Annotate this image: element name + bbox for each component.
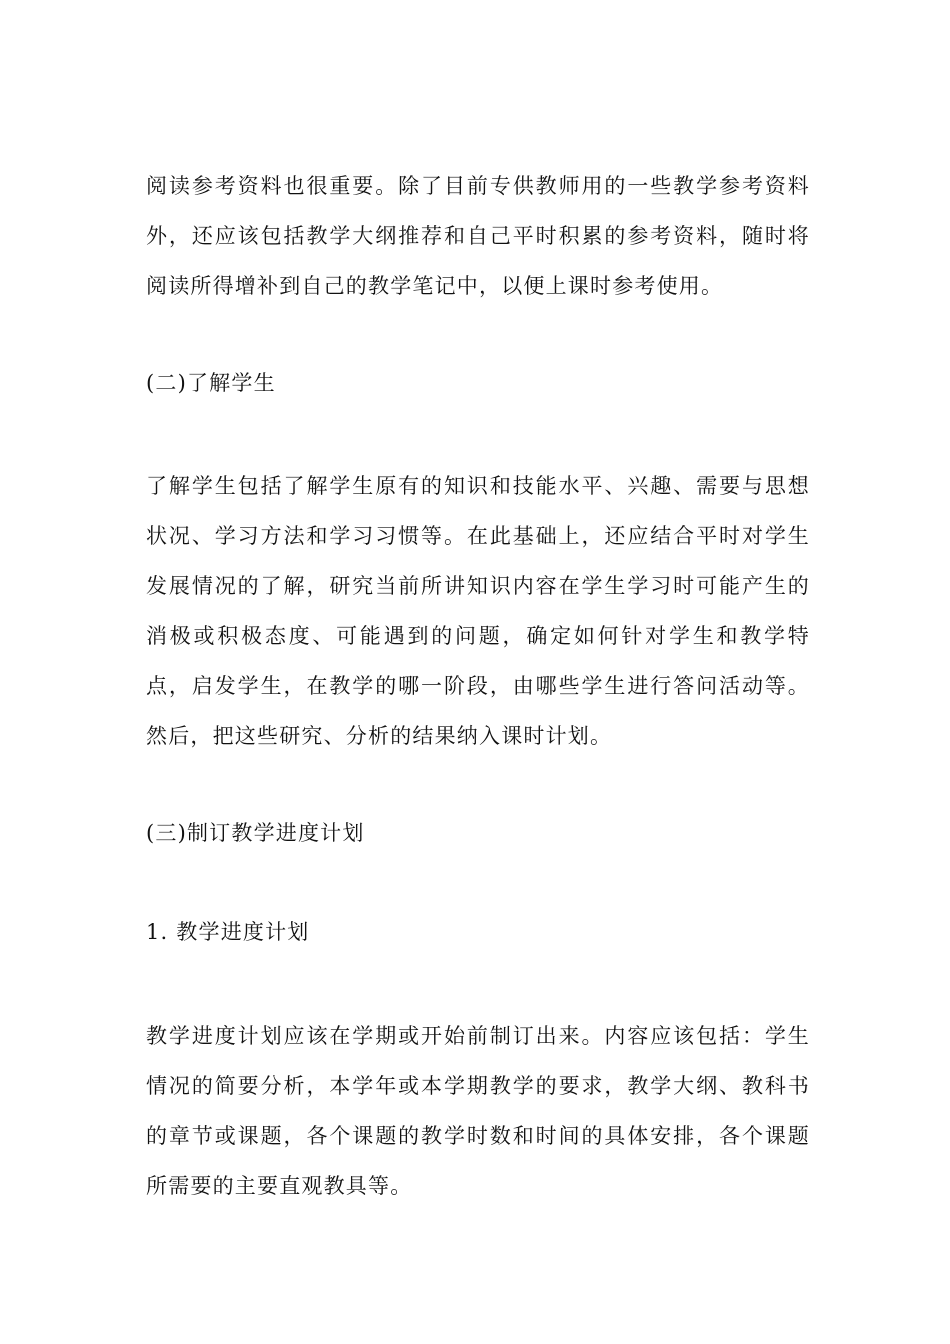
subsection-heading-progress-plan: 1. 教学进度计划 — [146, 920, 310, 944]
section-heading-progress-plan: (三)制订教学进度计划 — [146, 821, 365, 845]
paragraph-progress-plan: 教学进度计划应该在学期或开始前制订出来。内容应该包括：学生情况的简要分析，本学年或本学期教学的要求，教学大纲、教科书的章节或课题，各个课题的教学时数和时间的具体安排，各个课题所需要的主要直观教具等。 — [146, 1024, 810, 1198]
paragraph-reading-materials: 阅读参考资料也很重要。除了目前专供教师用的一些教学参考资料外，还应该包括教学大纲推荐和自己平时积累的参考资料，随时将阅读所得增补到自己的教学笔记中，以便上课时参考使用。 — [146, 174, 810, 298]
section-heading-understand-students: (二)了解学生 — [146, 371, 276, 395]
paragraph-understand-students: 了解学生包括了解学生原有的知识和技能水平、兴趣、需要与思想状况、学习方法和学习习惯等。在此基础上，还应结合平时对学生发展情况的了解，研究当前所讲知识内容在学生学习时可能产生的消极或积极态度、可能遇到的问题，确定如何针对学生和教学特点，启发学生，在教学的哪一阶段，由哪些学生进行答问活动等。然后，把这些研究、分析的结果纳入课时计划。 — [146, 474, 810, 748]
